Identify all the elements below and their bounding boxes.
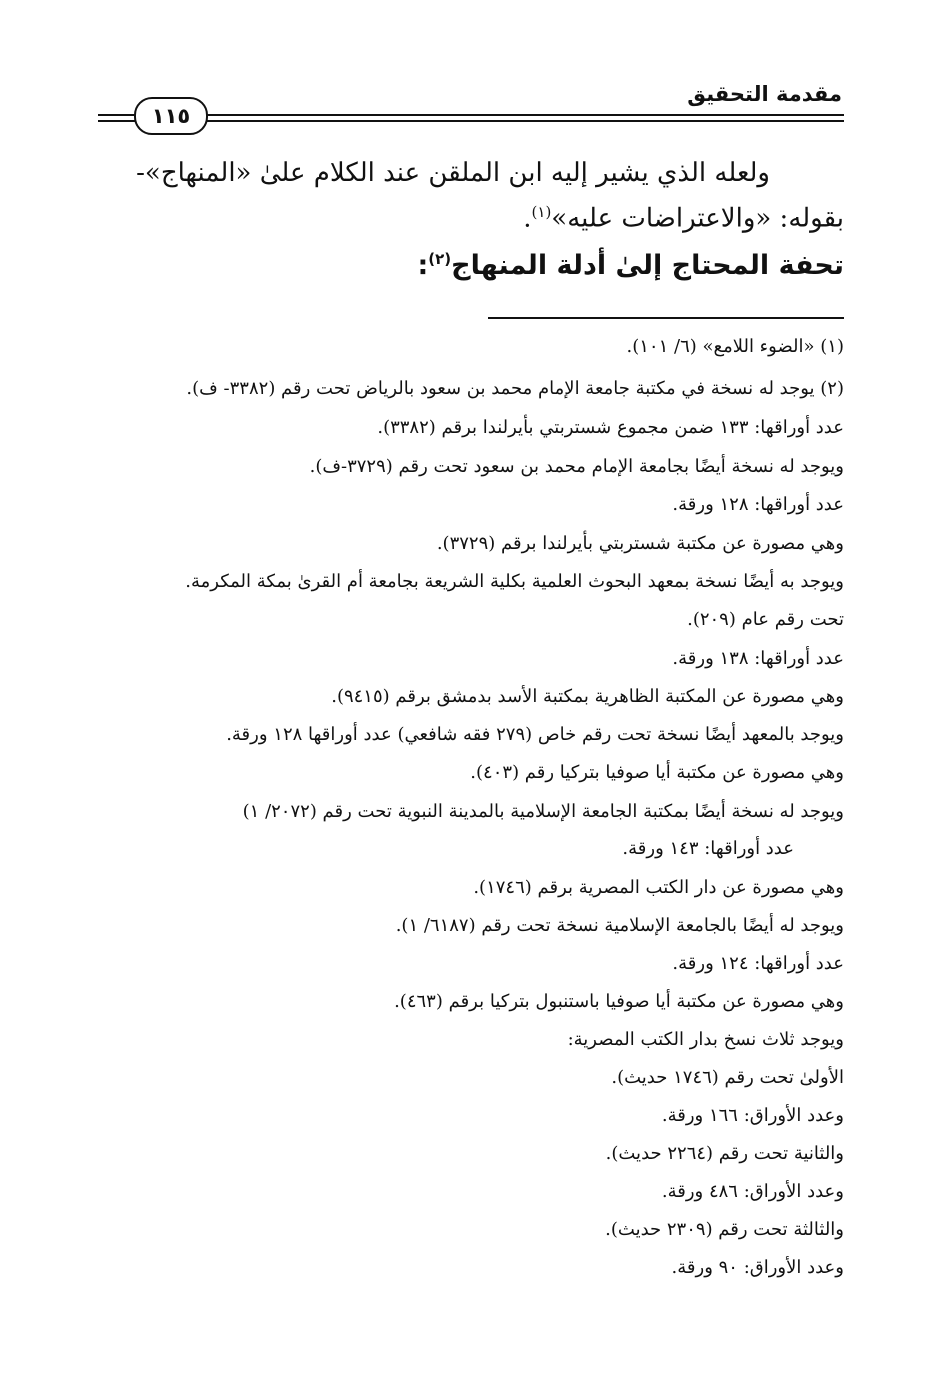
header-rule (98, 114, 138, 116)
footnote-line: وعدد الأوراق: ١٦٦ ورقة. (661, 1105, 844, 1126)
header-rule (200, 114, 844, 116)
heading-text: : (417, 250, 429, 281)
footnote-line: وهي مصورة عن مكتبة أيا صوفيا باستنبول بتركيا برقم (٤٦٣). (394, 991, 844, 1012)
body-text: بقوله: «والاعتراضات عليه» (551, 203, 844, 234)
footnote-line: تحت رقم عام (٢٠٩). (687, 609, 844, 630)
footnote-marker: (١) (531, 203, 552, 221)
footnote-line: عدد أوراقها: ١٣٣ ضمن مجموع شستربتي بأيرلندا برقم (٣٣٨٢). (377, 417, 844, 438)
footnote-separator (488, 317, 844, 319)
running-header-title: مقدمة التحقيق (687, 82, 842, 106)
footnote-line: وهي مصورة عن المكتبة الظاهرية بمكتبة الأسد بدمشق برقم (٩٤١٥). (331, 686, 844, 707)
body-text-line: ولعله الذي يشير إليه ابن الملقن عند الكلام علىٰ «المنهاج»- (136, 158, 770, 188)
footnote-line: عدد أوراقها: ١٤٣ ورقة. (622, 838, 794, 859)
footnote-line: عدد أوراقها: ١٢٨ ورقة. (672, 494, 844, 515)
footnote-line: وهي مصورة عن مكتبة شستربتي بأيرلندا برقم (٣٧٢٩). (436, 533, 844, 554)
heading-text: تحفة المحتاج إلىٰ أدلة المنهاج (451, 250, 844, 281)
footnote-line: ويوجد له أيضًا بالجامعة الإسلامية نسخة تحت رقم (٦١٨٧/ ١). (395, 915, 844, 936)
section-heading (417, 250, 844, 281)
footnote-line: والثانية تحت رقم (٢٢٦٤ حديث). (605, 1143, 844, 1164)
footnote-line: ويوجد له نسخة أيضًا بجامعة الإمام محمد بن سعود تحت رقم (٣٧٢٩-ف). (309, 456, 844, 477)
footnote-marker: (٢) (428, 250, 452, 268)
footnote-line: وهي مصورة عن مكتبة أيا صوفيا بتركيا رقم (٤٠٣). (470, 762, 844, 783)
footnote-line: عدد أوراقها: ١٣٨ ورقة. (672, 648, 844, 669)
body-text: . (523, 203, 532, 234)
footnote-line: ويوجد ثلاث نسخ بدار الكتب المصرية: (567, 1029, 844, 1050)
footnote-line: عدد أوراقها: ١٢٤ ورقة. (672, 953, 844, 974)
header-rule (98, 120, 138, 122)
footnote-line: ويوجد له نسخة أيضًا بمكتبة الجامعة الإسلامية بالمدينة النبوية تحت رقم (٢٠٧٢/ ١) (242, 801, 844, 822)
footnote-line: وهي مصورة عن دار الكتب المصرية برقم (١٧٤٦). (473, 877, 844, 898)
footnote-line: والثالثة تحت رقم (٢٣٠٩ حديث). (605, 1219, 844, 1240)
footnote-line: ويوجد به أيضًا نسخة بمعهد البحوث العلمية بكلية الشريعة بجامعة أم القرىٰ بمكة المكرمة. (185, 571, 844, 592)
page-number: ١١٥ (134, 97, 208, 135)
footnote-line: وعدد الأوراق: ٤٨٦ ورقة. (661, 1181, 844, 1202)
footnote-line: وعدد الأوراق: ٩٠ ورقة. (671, 1257, 844, 1278)
footnote-line: (١) «الضوء اللامع» (٦/ ١٠١). (626, 336, 844, 357)
header-rule (200, 120, 844, 122)
footnote-line: ويوجد بالمعهد أيضًا نسخة تحت رقم خاص (٢٧٩ فقه شافعي) عدد أوراقها ١٢٨ ورقة. (226, 724, 844, 745)
footnote-line: (٢) يوجد له نسخة في مكتبة جامعة الإمام محمد بن سعود بالرياض تحت رقم (٣٣٨٢- ف). (186, 378, 844, 399)
body-text-line (523, 203, 844, 234)
footnote-line: الأولىٰ تحت رقم (١٧٤٦ حديث). (611, 1067, 844, 1088)
